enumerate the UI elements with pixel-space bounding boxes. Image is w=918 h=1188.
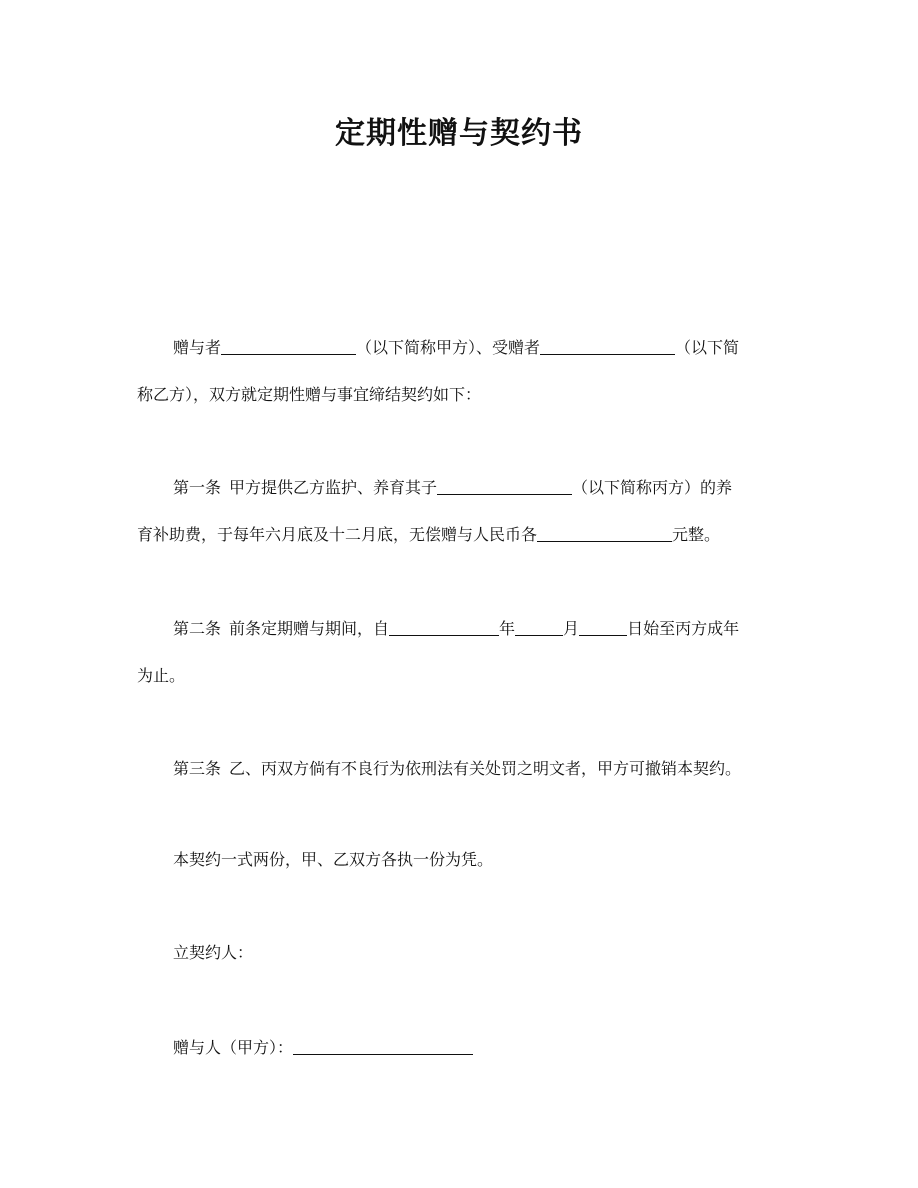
donor-signature-blank[interactable] bbox=[293, 1036, 473, 1055]
start-month-blank[interactable] bbox=[515, 617, 563, 636]
donor-signature-label: 赠与人（甲方）： bbox=[173, 1038, 294, 1057]
start-year-blank[interactable] bbox=[389, 617, 499, 636]
copies-paragraph bbox=[137, 836, 797, 883]
article-1-line2-part1: 育补助费，于每年六月底及十二月底，无偿赠与人民币各 bbox=[137, 525, 538, 544]
article-2-part1: 前条定期赠与期间，自 bbox=[229, 619, 390, 638]
article-2-heading: 第二条 bbox=[173, 619, 222, 638]
article-1-line-2 bbox=[137, 511, 797, 558]
copies-text: 本契约一式两份，甲、乙双方各执一份为凭。 bbox=[173, 850, 494, 869]
article-1-paragraph bbox=[137, 464, 797, 558]
article-1-part1: 甲方提供乙方监护、养育其子 bbox=[229, 478, 438, 497]
donor-label: 赠与者 bbox=[173, 338, 222, 357]
start-day-blank[interactable] bbox=[579, 617, 627, 636]
article-3-heading: 第三条 bbox=[173, 759, 222, 778]
donor-signature-paragraph bbox=[137, 1024, 797, 1071]
preamble-paragraph bbox=[137, 324, 797, 418]
article-1-part2: （以下简称丙方）的养 bbox=[572, 478, 733, 497]
article-2-paragraph bbox=[137, 605, 797, 699]
article-3-text: 乙、丙双方倘有不良行为依刑法有关处罚之明文者，甲方可撤销本契约。 bbox=[229, 759, 742, 778]
article-2-day-suffix: 日始至丙方成年 bbox=[627, 619, 740, 638]
article-1-line-1 bbox=[137, 464, 797, 511]
month-label: 月 bbox=[563, 619, 580, 638]
document-title: 定期性赠与契约书 bbox=[335, 116, 583, 151]
article-2-line-2: 为止。 bbox=[137, 666, 186, 685]
article-1-heading: 第一条 bbox=[173, 478, 222, 497]
year-label: 年 bbox=[499, 619, 516, 638]
signatories-paragraph bbox=[137, 929, 797, 976]
preamble-line-1 bbox=[137, 324, 797, 371]
preamble-line-2: 称乙方），双方就定期性赠与事宜缔结契约如下： bbox=[137, 385, 482, 404]
signatories-label: 立契约人： bbox=[173, 943, 254, 962]
article-1-line2-part2: 元整。 bbox=[672, 525, 721, 544]
donee-suffix: （以下简 bbox=[675, 338, 740, 357]
donor-suffix: （以下简称甲方）、受赠者 bbox=[356, 338, 541, 357]
article-3-line-1 bbox=[137, 745, 797, 792]
donee-name-blank[interactable] bbox=[540, 336, 675, 355]
article-2-line-1 bbox=[137, 605, 797, 652]
amount-blank[interactable] bbox=[537, 523, 672, 542]
article-3-paragraph bbox=[137, 745, 797, 792]
donor-name-blank[interactable] bbox=[221, 336, 356, 355]
donor-signature-line bbox=[137, 1024, 797, 1071]
child-name-blank[interactable] bbox=[437, 476, 572, 495]
